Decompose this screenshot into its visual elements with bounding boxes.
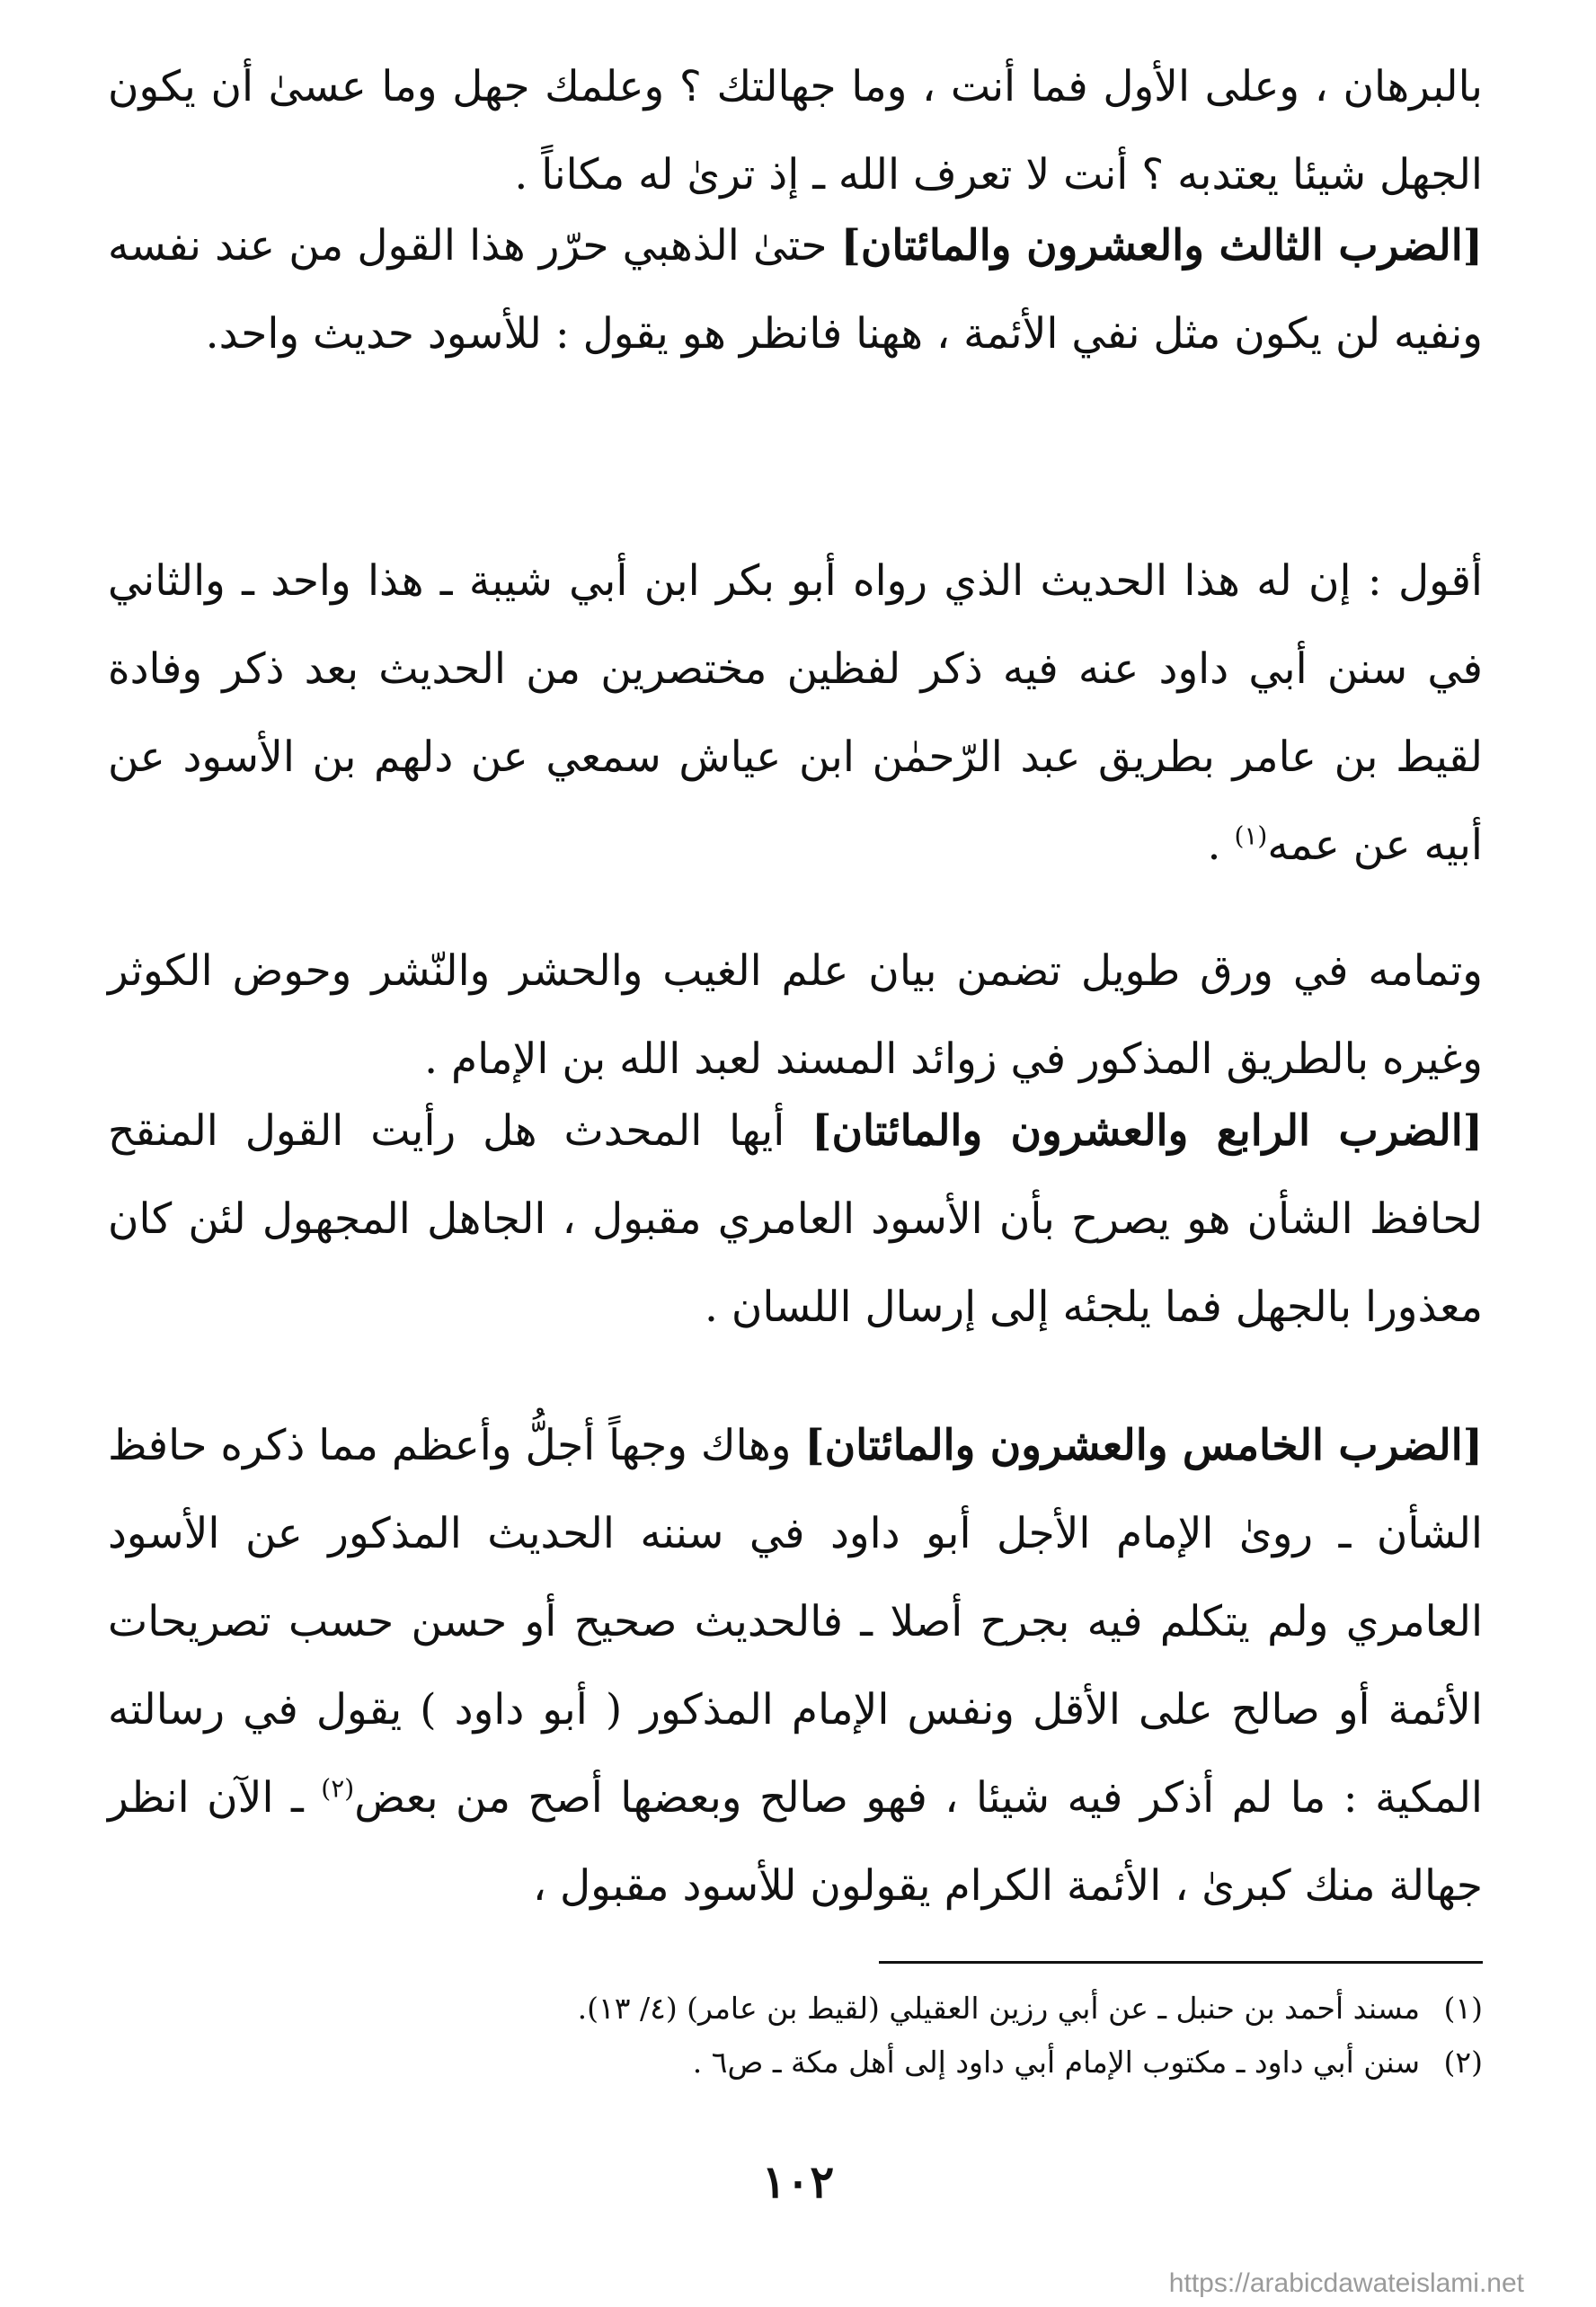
paragraph-5 (108, 1087, 1483, 1352)
paragraph-6-end: ـ الآن انظر جهالة منك كبرىٰ ، الأئمة الكرام يقولون للأسود مقبول ، (108, 1773, 1483, 1911)
footnote-separator (879, 1961, 1483, 1964)
paragraph-1 (108, 43, 1483, 219)
watermark-url: https://arabicdawateislami.net (1168, 2268, 1524, 2298)
footnote-2-text: سنن أبي داود ـ مكتوب الإمام أبي داود إلى أهل مكة ـ ص٦ . (692, 2045, 1420, 2080)
footnote-2-number: (٢) (1443, 2045, 1483, 2080)
footnote-marker-1: (١) (1234, 821, 1268, 851)
section-heading-224: [الضرب الرابع والعشرون والمائتان] (811, 1106, 1483, 1156)
footnote-1-number: (١) (1443, 1991, 1483, 2026)
paragraph-2 (108, 202, 1483, 378)
paragraph-3-text: أقول : إن له هذا الحديث الذي رواه أبو بكر ابن أبي شيبة ـ هذا واحد ـ والثاني في سنن أبي داود عنه فيه ذكر لفظين مختصرين من الحديث بعد ذكر وفادة لقيط بن عامر بطريق عبد الرّحمٰن ابن عياش سمعي عن دلهم بن الأسود عن أبيه عن عمه (108, 556, 1483, 870)
paragraph-6-text: وهاك وجهاً أجلُّ وأعظم مما ذكره حافظ الشأن ـ رویٰ الإمام الأجل أبو داود في سننه الحديث المذكور عن الأسود العامري ولم يتكلم فيه بجرح أصلا ـ فالحديث صحيح أو حسن حسب تصريحات الأئمة أو صالح على الأقل ونفس الإمام المذكور ( أبو داود ) يقول في رسالته المكية : ما لم أذكر فيه شيئا ، فهو صالح وبعضها أصح من بعض (108, 1421, 1483, 1823)
paragraph-3-end: . (1207, 821, 1235, 870)
paragraph-1-text: بالبرهان ، وعلى الأول فما أنت ، وما جهالتك ؟ وعلمك جهل وما عسىٰ أن يكون الجهل شيئا يعتدبه ؟ أنت لا تعرف الله ـ إذ ترىٰ له مكاناً . (108, 62, 1483, 200)
footnote-1 (108, 1986, 1483, 2031)
paragraph-4 (108, 927, 1483, 1104)
page-number: ١٠٢ (761, 2155, 835, 2208)
paragraph-6 (108, 1402, 1483, 1930)
footnote-2 (108, 2040, 1483, 2085)
paragraph-4-text: وتمامه في ورق طويل تضمن بيان علم الغيب والحشر والنّشر وحوض الكوثر وغيره بالطريق المذكور في زوائد المسند لعبد الله بن الإمام . (108, 946, 1483, 1084)
paragraph-5-text: أيها المحدث هل رأيت القول المنقح لحافظ الشأن هو يصرح بأن الأسود العامري مقبول ، الجاهل المجهول لئن كان معذورا بالجهل فما يلجئه إلى إرسال اللسان . (108, 1106, 1483, 1332)
footnote-1-text: مسند أحمد بن حنبل ـ عن أبي رزين العقيلي (لقيط بن عامر) (٤/ ١٣). (577, 1991, 1420, 2026)
paragraph-2-text: حتىٰ الذهبي حرّر هذا القول من عند نفسه ونفيه لن يكون مثل نفي الأئمة ، ههنا فانظر هو يقول : للأسود حديث واحد. (108, 221, 1483, 359)
section-heading-225: [الضرب الخامس والعشرون والمائتان] (804, 1421, 1483, 1470)
section-heading-223: [الضرب الثالث والعشرون والمائتان] (840, 221, 1483, 271)
paragraph-3 (108, 537, 1483, 890)
footnote-marker-2: (٢) (321, 1773, 355, 1804)
